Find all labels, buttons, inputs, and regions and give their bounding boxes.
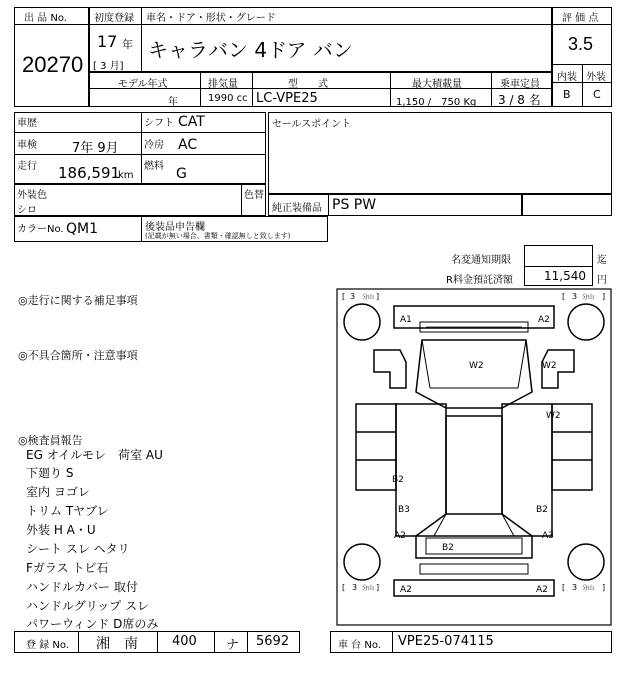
- defect-notes-title: ◎不具合箇所・注意事項: [18, 349, 138, 362]
- name-change-box: [524, 245, 593, 267]
- mark-b2: B2: [536, 505, 548, 515]
- chassis-number: VPE25-074115: [398, 634, 494, 649]
- lot-number: 20270: [22, 52, 84, 77]
- fuel-label: 燃料: [144, 161, 164, 172]
- inspection-value: 7年 9月: [72, 141, 119, 156]
- rear-bumper: [394, 580, 554, 596]
- mark-b2: B2: [442, 543, 454, 553]
- front-bumper: [394, 306, 554, 328]
- registration-area: 湘 南: [96, 636, 138, 652]
- registration-class: 400: [172, 634, 197, 649]
- aftermarket-note: (記載が無い場合、書類・確認無しと致します): [145, 232, 291, 240]
- report-line: シート スレ ヘタリ: [26, 542, 130, 556]
- tire-front-right-unit: 分山: [582, 294, 595, 301]
- color-number-value: QM1: [66, 221, 99, 237]
- max-load-label: 最大積載量: [412, 79, 462, 90]
- first-registration-label: 初度登録: [94, 13, 134, 24]
- wheel-front-right: [568, 304, 604, 340]
- mark-a2: A2: [394, 531, 406, 541]
- shift-value: CAT: [178, 114, 205, 130]
- exterior-color-value: シロ: [17, 205, 37, 216]
- report-line: 外装 H A・U: [26, 523, 96, 537]
- sales-point-label: セールスポイント: [272, 119, 352, 130]
- svg-text:[: [: [562, 583, 566, 592]
- details-box: [14, 112, 266, 184]
- report-line: ハンドルグリップ スレ: [26, 599, 150, 613]
- exterior-grade-label: 外装: [586, 72, 606, 83]
- report-line: EG オイルモレ 荷室 AU: [26, 448, 163, 462]
- mileage-unit: km: [118, 170, 134, 181]
- model-year-label: モデル年式: [118, 79, 168, 90]
- score-label: 評 価 点: [562, 13, 599, 24]
- tire-rear-left-depth: 3: [352, 583, 358, 592]
- mark-a3: A3: [542, 531, 554, 541]
- mark-w2: W2: [542, 361, 557, 371]
- report-line: トリム Tヤブレ: [26, 504, 109, 518]
- name-change-label: 名変通知期限: [451, 255, 511, 266]
- recycle-fee-value: 11,540: [544, 269, 586, 283]
- wheel-rear-left: [344, 544, 380, 580]
- registration-number: 5692: [256, 634, 290, 649]
- interior-grade: B: [563, 88, 571, 101]
- svg-text:]: ]: [376, 292, 380, 301]
- svg-text:[: [: [562, 292, 566, 301]
- exterior-color-box: [14, 184, 266, 216]
- capacity-label: 乗車定員: [500, 79, 540, 90]
- lot-number-label: 出 品 No.: [24, 13, 67, 24]
- mark-b2: B2: [392, 475, 404, 485]
- mark-a2: A2: [538, 315, 550, 325]
- mark-w2: W2: [546, 411, 561, 421]
- mark-a2: A2: [400, 585, 412, 595]
- first-registration-year: 17: [97, 32, 118, 51]
- capacity-value: 3 / 8 名: [498, 93, 541, 107]
- recycle-fee-unit: 円: [597, 275, 607, 286]
- mark-a1: A1: [400, 315, 412, 325]
- drive-notes-title: ◎走行に関する補足事項: [18, 294, 138, 307]
- name-change-unit: 迄: [597, 255, 607, 266]
- tire-rear-left-unit: 分山: [362, 585, 375, 592]
- report-line: ハンドルカバー 取付: [26, 580, 138, 594]
- svg-text:]: ]: [602, 292, 606, 301]
- year-unit: 年: [122, 38, 133, 51]
- score-value: 3.5: [568, 34, 594, 54]
- tire-front-left-unit: 分山: [362, 294, 375, 301]
- roof-panel: [446, 416, 502, 514]
- report-line: 下廻り S: [26, 466, 74, 480]
- car-name: キャラバン 4ドア バン: [148, 38, 353, 62]
- tire-rear-right-depth: 3: [572, 583, 578, 592]
- mileage-value: 186,591: [58, 164, 121, 182]
- registration-kana: ナ: [226, 638, 240, 653]
- vehicle-condition-diagram: [336, 288, 612, 626]
- recycle-fee-label: R料金預託済額: [446, 275, 513, 286]
- rear-hatch: [416, 536, 532, 558]
- tire-front-left-depth: 3: [350, 292, 356, 301]
- mark-b3: B3: [398, 505, 410, 515]
- chassis-label: 車 台 No.: [338, 640, 381, 651]
- model-year-unit: 年: [168, 97, 178, 108]
- car-name-label: 車名・ドア・形状・グレード: [146, 13, 276, 24]
- inspection-label: 車検: [17, 140, 37, 151]
- max-load-value: 1,150 / 750 Kg: [396, 97, 477, 108]
- wheel-rear-right: [568, 544, 604, 580]
- wheel-front-left: [344, 304, 380, 340]
- ac-label: 冷房: [144, 140, 164, 151]
- type-label: 型 式: [288, 79, 328, 90]
- aftermarket-label: 後装品申告欄: [145, 222, 205, 233]
- type-value: LC-VPE25: [256, 91, 318, 106]
- svg-text:]: ]: [602, 583, 606, 592]
- tire-front-right-depth: 3: [572, 292, 578, 301]
- mark-w2: W2: [469, 361, 484, 371]
- genuine-equipment-value: PS PW: [332, 197, 377, 213]
- ac-value: AC: [178, 137, 198, 153]
- displacement-value: 1990 cc: [208, 93, 248, 104]
- shift-label: シフト: [144, 118, 174, 129]
- interior-grade-label: 内装: [557, 72, 577, 83]
- svg-text:]: ]: [376, 583, 380, 592]
- color-change-label: 色替: [244, 190, 264, 201]
- roof: [396, 404, 446, 536]
- report-line: パワーウィンド D席のみ: [26, 617, 159, 631]
- history-label: 車歴: [17, 118, 37, 129]
- hood-windshield: [416, 340, 532, 408]
- first-registration-month: [ 3 月]: [93, 61, 124, 72]
- color-number-label: カラーNo.: [17, 224, 64, 235]
- tire-front-left-label: [: [342, 292, 346, 301]
- inspector-report-title: ◎検査員報告: [18, 434, 83, 447]
- body-left-side: [356, 404, 396, 490]
- svg-text:[: [: [342, 583, 346, 592]
- tire-rear-right-unit: 分山: [582, 585, 595, 592]
- mark-a2: A2: [536, 585, 548, 595]
- report-line: 室内 ヨゴレ: [26, 485, 90, 499]
- fuel-value: G: [176, 166, 187, 182]
- front-fender-left: [374, 350, 406, 388]
- report-line: Fガラス トビ石: [26, 561, 109, 575]
- genuine-equipment-label: 純正装備品: [272, 203, 322, 214]
- displacement-label: 排気量: [208, 79, 238, 90]
- registration-label: 登 録 No.: [26, 640, 69, 651]
- exterior-color-label: 外装色: [17, 190, 47, 201]
- exterior-grade: C: [593, 88, 601, 101]
- mileage-label: 走行: [17, 161, 37, 172]
